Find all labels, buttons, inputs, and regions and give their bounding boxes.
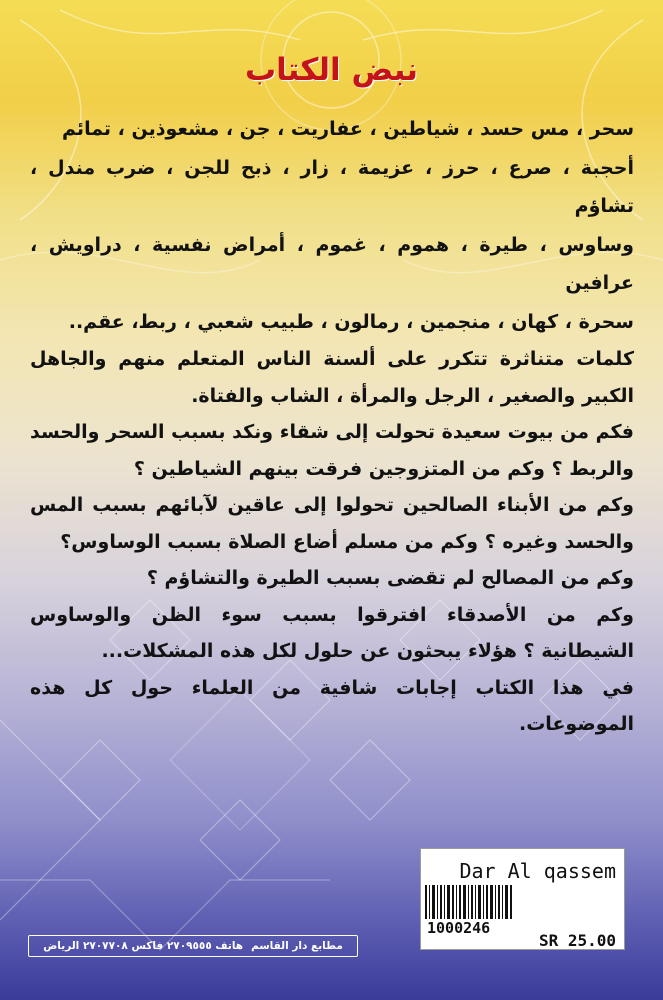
keywords-line: أحجبة ، صرع ، حرز ، عزيمة ، زار ، ذبح للجن ، ضرب مندل ، تشاؤم <box>30 156 634 217</box>
publisher-phone: هاتف ٢٧٠٩٥٥٥ فاكس ٢٧٠٧٧٠٨ الرياض <box>43 940 244 952</box>
barcode-number: 1000246 <box>427 919 491 937</box>
book-section-title: نبض الكتاب <box>244 52 419 88</box>
keywords-line: سحر ، مس حسد ، شياطين ، عفاريت ، جن ، مشعوذين ، تمائم <box>62 118 634 140</box>
paragraph: كلمات متناثرة تتكرر على ألسنة الناس المتعلم منهم والجاهل الكبير والصغير ، الرجل والمرأة ، الشاب والفتاة. <box>30 348 634 407</box>
paragraph: في هذا الكتاب إجابات شافية من العلماء حول كل هذه الموضوعات. <box>30 676 634 735</box>
back-cover-text <box>30 110 634 743</box>
keywords-line: وساوس ، طيرة ، هموم ، غموم ، أمراض نفسية ، دراويش ، عرافين <box>30 233 634 294</box>
price-sticker <box>420 848 625 950</box>
paragraph: وكم من الأبناء الصالحين تحولوا إلى عاقين لآبائهم بسبب المس والحسد وغيره ؟ وكم من مسلم أضاع الصلاة بسبب الوساوس؟ <box>30 494 634 553</box>
price-value: SR 25.00 <box>538 931 616 950</box>
publisher-contact-bar <box>28 935 358 957</box>
barcode-icon <box>425 885 513 919</box>
paragraph: وكم من الأصدقاء افترقوا بسبب سوء الظن والوساوس الشيطانية ؟ هؤلاء يبحثون عن حلول لكل هذه المشكلات... <box>30 603 634 662</box>
paragraph: فكم من بيوت سعيدة تحولت إلى شقاء ونكد بسبب السحر والحسد والربط ؟ وكم من المتزوجين فرقت بينهم الشياطين ؟ <box>30 421 634 480</box>
paragraph: وكم من المصالح لم تقضى بسبب الطيرة والتشاؤم ؟ <box>146 567 634 589</box>
keywords-line: سحرة ، كهان ، منجمين ، رمالون ، طبيب شعبي ، ربط، عقم.. <box>68 310 634 333</box>
store-name: Dar Al qassem <box>459 859 616 883</box>
publisher-name: مطابع دار القاسم <box>251 940 343 952</box>
